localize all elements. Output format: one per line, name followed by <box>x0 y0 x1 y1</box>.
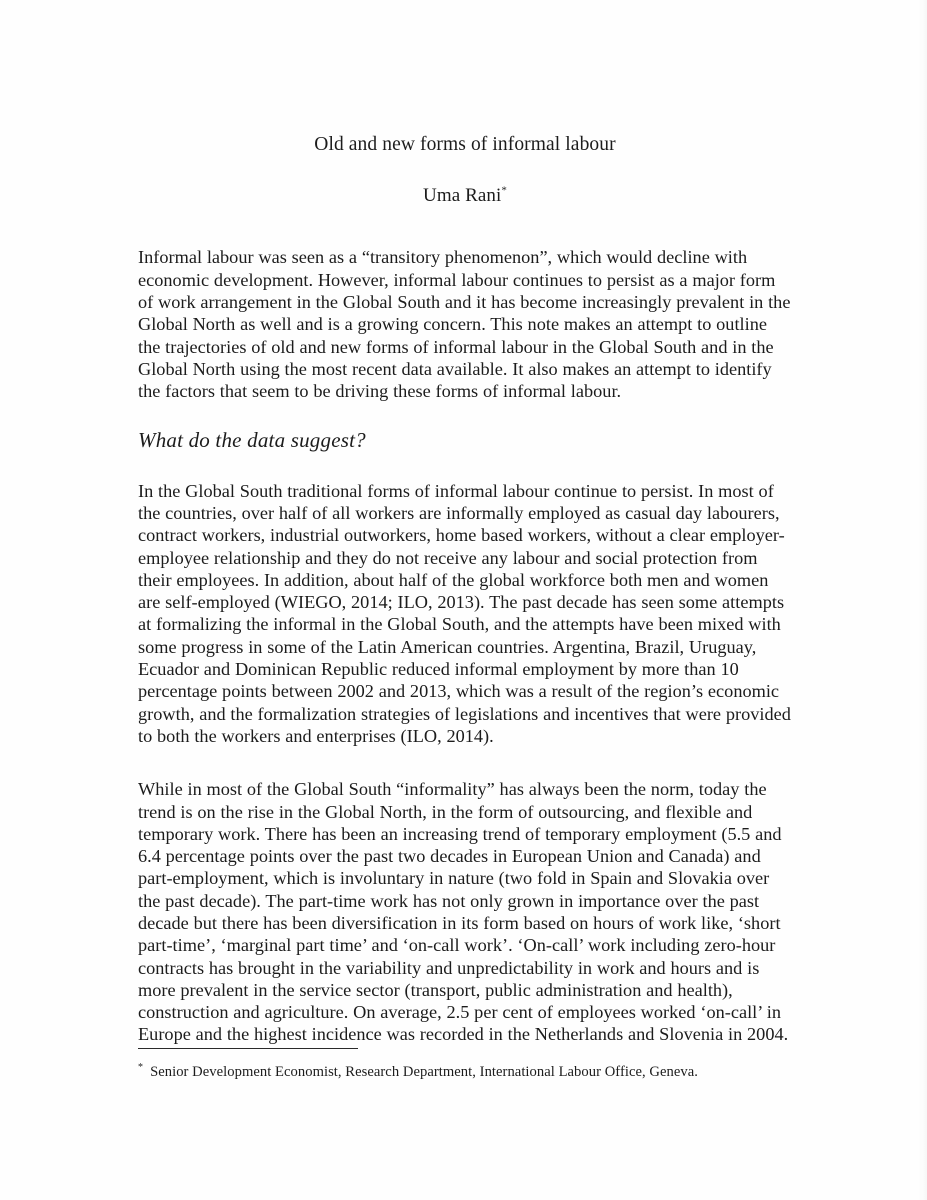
section-heading: What do the data suggest? <box>138 428 366 453</box>
author-line <box>138 156 792 207</box>
footnote-area <box>138 1048 792 1083</box>
document-body <box>138 0 792 1046</box>
footnote-marker: * <box>138 1062 144 1074</box>
footnote-text: Senior Development Economist, Research Department, International Labour Office, Geneva. <box>150 1064 698 1080</box>
author-footnote-marker: * <box>501 185 507 198</box>
page-title: Old and new forms of informal labour <box>314 134 616 155</box>
body-paragraph-global-south: In the Global South traditional forms of informal labour continue to persist. In most of the countries, over half of all workers are informally employed as casual day labourers, contract workers, industrial outworkers, home based workers, without a clear employer-employee relationship and they do not receive any labour and social protection from their employees. In addition, about half of the global workforce both men and women are self-employed (WIEGO, 2014; ILO, 2013). The past decade has seen some attempts at formalizing the informal in the Global South, and the attempts have been mixed with some progress in some of the Latin American countries. Argentina, Brazil, Uruguay, Ecuador and Dominican Republic reduced informal employment by more than 10 percentage points between 2002 and 2013, which was a result of the region’s economic growth, and the formalization strategies of legislations and incentives that were provided to both the workers and enterprises (ILO, 2014). <box>138 480 791 746</box>
abstract-paragraph: Informal labour was seen as a “transitory phenomenon”, which would decline with economic development. However, informal labour continues to persist as a major form of work arrangement in the Global South and it has become increasingly prevalent in the Global North as well and is a growing concern. This note makes an attempt to outline the trajectories of old and new forms of informal labour in the Global South and in the Global North using the most recent data available. It also makes an attempt to identify the factors that seem to be driving these forms of informal labour. <box>138 247 791 402</box>
author-name: Uma Rani <box>423 185 502 207</box>
footnote <box>138 1049 792 1083</box>
body-paragraph-global-north: While in most of the Global South “informality” has always been the norm, today the trend is on the rise in the Global North, in the form of outsourcing, and flexible and temporary work. There has been an increasing trend of temporary employment (5.5 and 6.4 percentage points over the past two decades in European Union and Canada) and part-employment, which is involuntary in nature (two fold in Spain and Slovakia over the past decade). The part-time work has not only grown in importance over the past decade but there has been diversification in its form based on hours of work like, ‘short part-time’, ‘marginal part time’ and ‘on-call work’. ‘On-call’ work including zero-hour contracts has brought in the variability and unpredictability in work and hours and is more prevalent in the service sector (transport, public administration and health), construction and agriculture. On average, 2.5 per cent of employees worked ‘on-call’ in Europe and the highest incidence was recorded in the Netherlands and Slovenia in 2004. <box>138 779 789 1045</box>
